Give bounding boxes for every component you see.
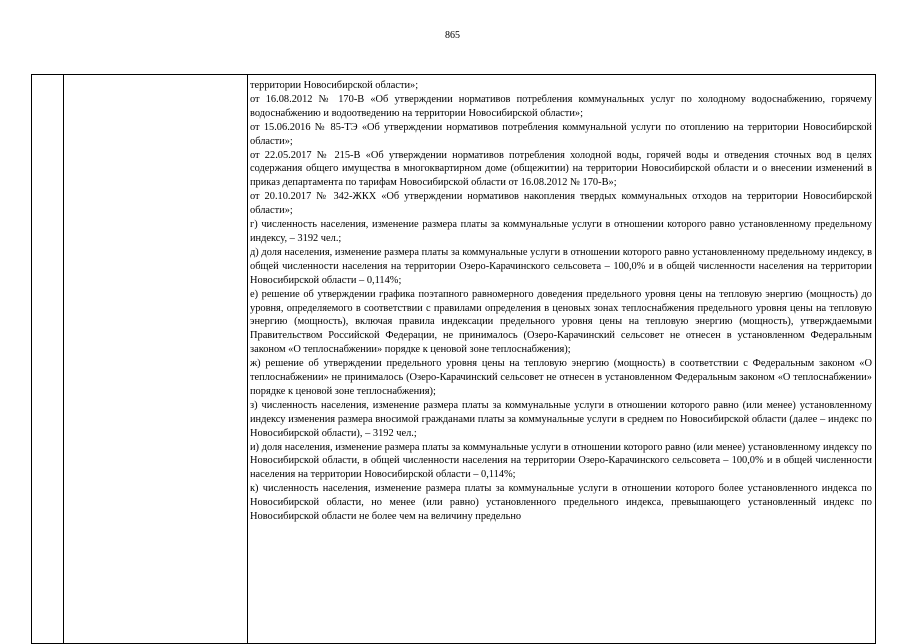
paragraph: е) решение об утверждении графика поэтапного равномерного доведения предельного уровня цены на тепловую энергию (мощность) до уровня, определяемого в соответствии с правилами определения в ценовых зонах теплоснабжения предельного уровня цены на тепловую энергию (мощность), включая правила индексации предельного уровня цены на тепловую энергию (мощность), утверждаемыми Правительством Российской Федерации, не принималось (Озеро-Карачинский сельсовет не отнесен в установленном Федеральным законом «О теплоснабжении» порядке к ценовой зоне теплоснабжения); xyxy=(250,288,872,356)
paragraph: от 15.06.2016 № 85-ТЭ «Об утверждении нормативов потребления коммунальной услуги по отоплению на территории Новосибирской области»; xyxy=(250,121,872,147)
paragraph: ж) решение об утверждении предельного уровня цены на тепловую энергию (мощность) в соответствии с Федеральным законом «О теплоснабжении» не принималось (Озеро-Карачинский сельсовет не отнесен в установленном Федеральным законом «О теплоснабжении» порядке к ценовой зоне теплоснабжения); xyxy=(250,358,872,397)
paragraph: к) численность населения, изменение размера платы за коммунальные услуги в отношении которого более установленного индекса по Новосибирской области, но менее (или равно) установленного предельного индекса, превышающего установленный индекс по Новосибирской области не более чем на величину предельно xyxy=(250,483,872,523)
paragraph: территории Новосибирской области»; xyxy=(250,80,419,91)
paragraph: от 20.10.2017 № 342-ЖКХ «Об утверждении нормативов накопления твердых коммунальных отходов на территории Новосибирской области»; xyxy=(250,191,872,217)
paragraph: от 22.05.2017 № 215-В «Об утверждении нормативов потребления холодной воды, горячей воды и отведения сточных вод в целях содержания общего имущества в многоквартирном доме (общежитии) на территории Новосибирской области и о внесении изменений в приказ департамента по тарифам Новосибирской области от 16.08.2012 № 170-В»; xyxy=(250,149,872,189)
paragraph: от 16.08.2012 № 170-В «Об утверждении нормативов потребления коммунальных услуг по холодному водоснабжению, горячему водоснабжению и водоотведению на территории Новосибирской области»; xyxy=(250,93,872,119)
table-cell-name xyxy=(64,75,248,644)
paragraph: д) доля населения, изменение размера платы за коммунальные услуги в отношении которого равно установленному предельному индексу, в общей численности населения на территории Озеро-Карачинского сельсовета – 100,0% и в общей численности населения на территории Новосибирской области – 0,114%; xyxy=(250,246,872,286)
table-cell-number xyxy=(32,75,64,644)
paragraph: г) численность населения, изменение размера платы за коммунальные услуги в отношении которого равно установленному предельному индексу, – 3192 чел.; xyxy=(250,219,872,244)
paragraph: и) доля населения, изменение размера платы за коммунальные услуги в отношении которого равно (или менее) установленному индексу по Новосибирской области, в общей численности населения на территории Озеро-Карачинского сельсовета – 100,0% и в общей численности населения на территории Новосибирской области – 0,114%; xyxy=(250,441,872,481)
document-table xyxy=(31,74,876,644)
table-cell-content xyxy=(248,75,876,644)
page-number: 865 xyxy=(445,30,460,41)
paragraph: з) численность населения, изменение размера платы за коммунальные услуги в отношении которого равно (или менее) установленному индексу изменения размера вносимой гражданами платы за коммунальные услуги в среднем по Новосибирской области (далее – индекс по Новосибирской области), – 3192 чел.; xyxy=(250,399,872,439)
table-row xyxy=(32,75,876,644)
